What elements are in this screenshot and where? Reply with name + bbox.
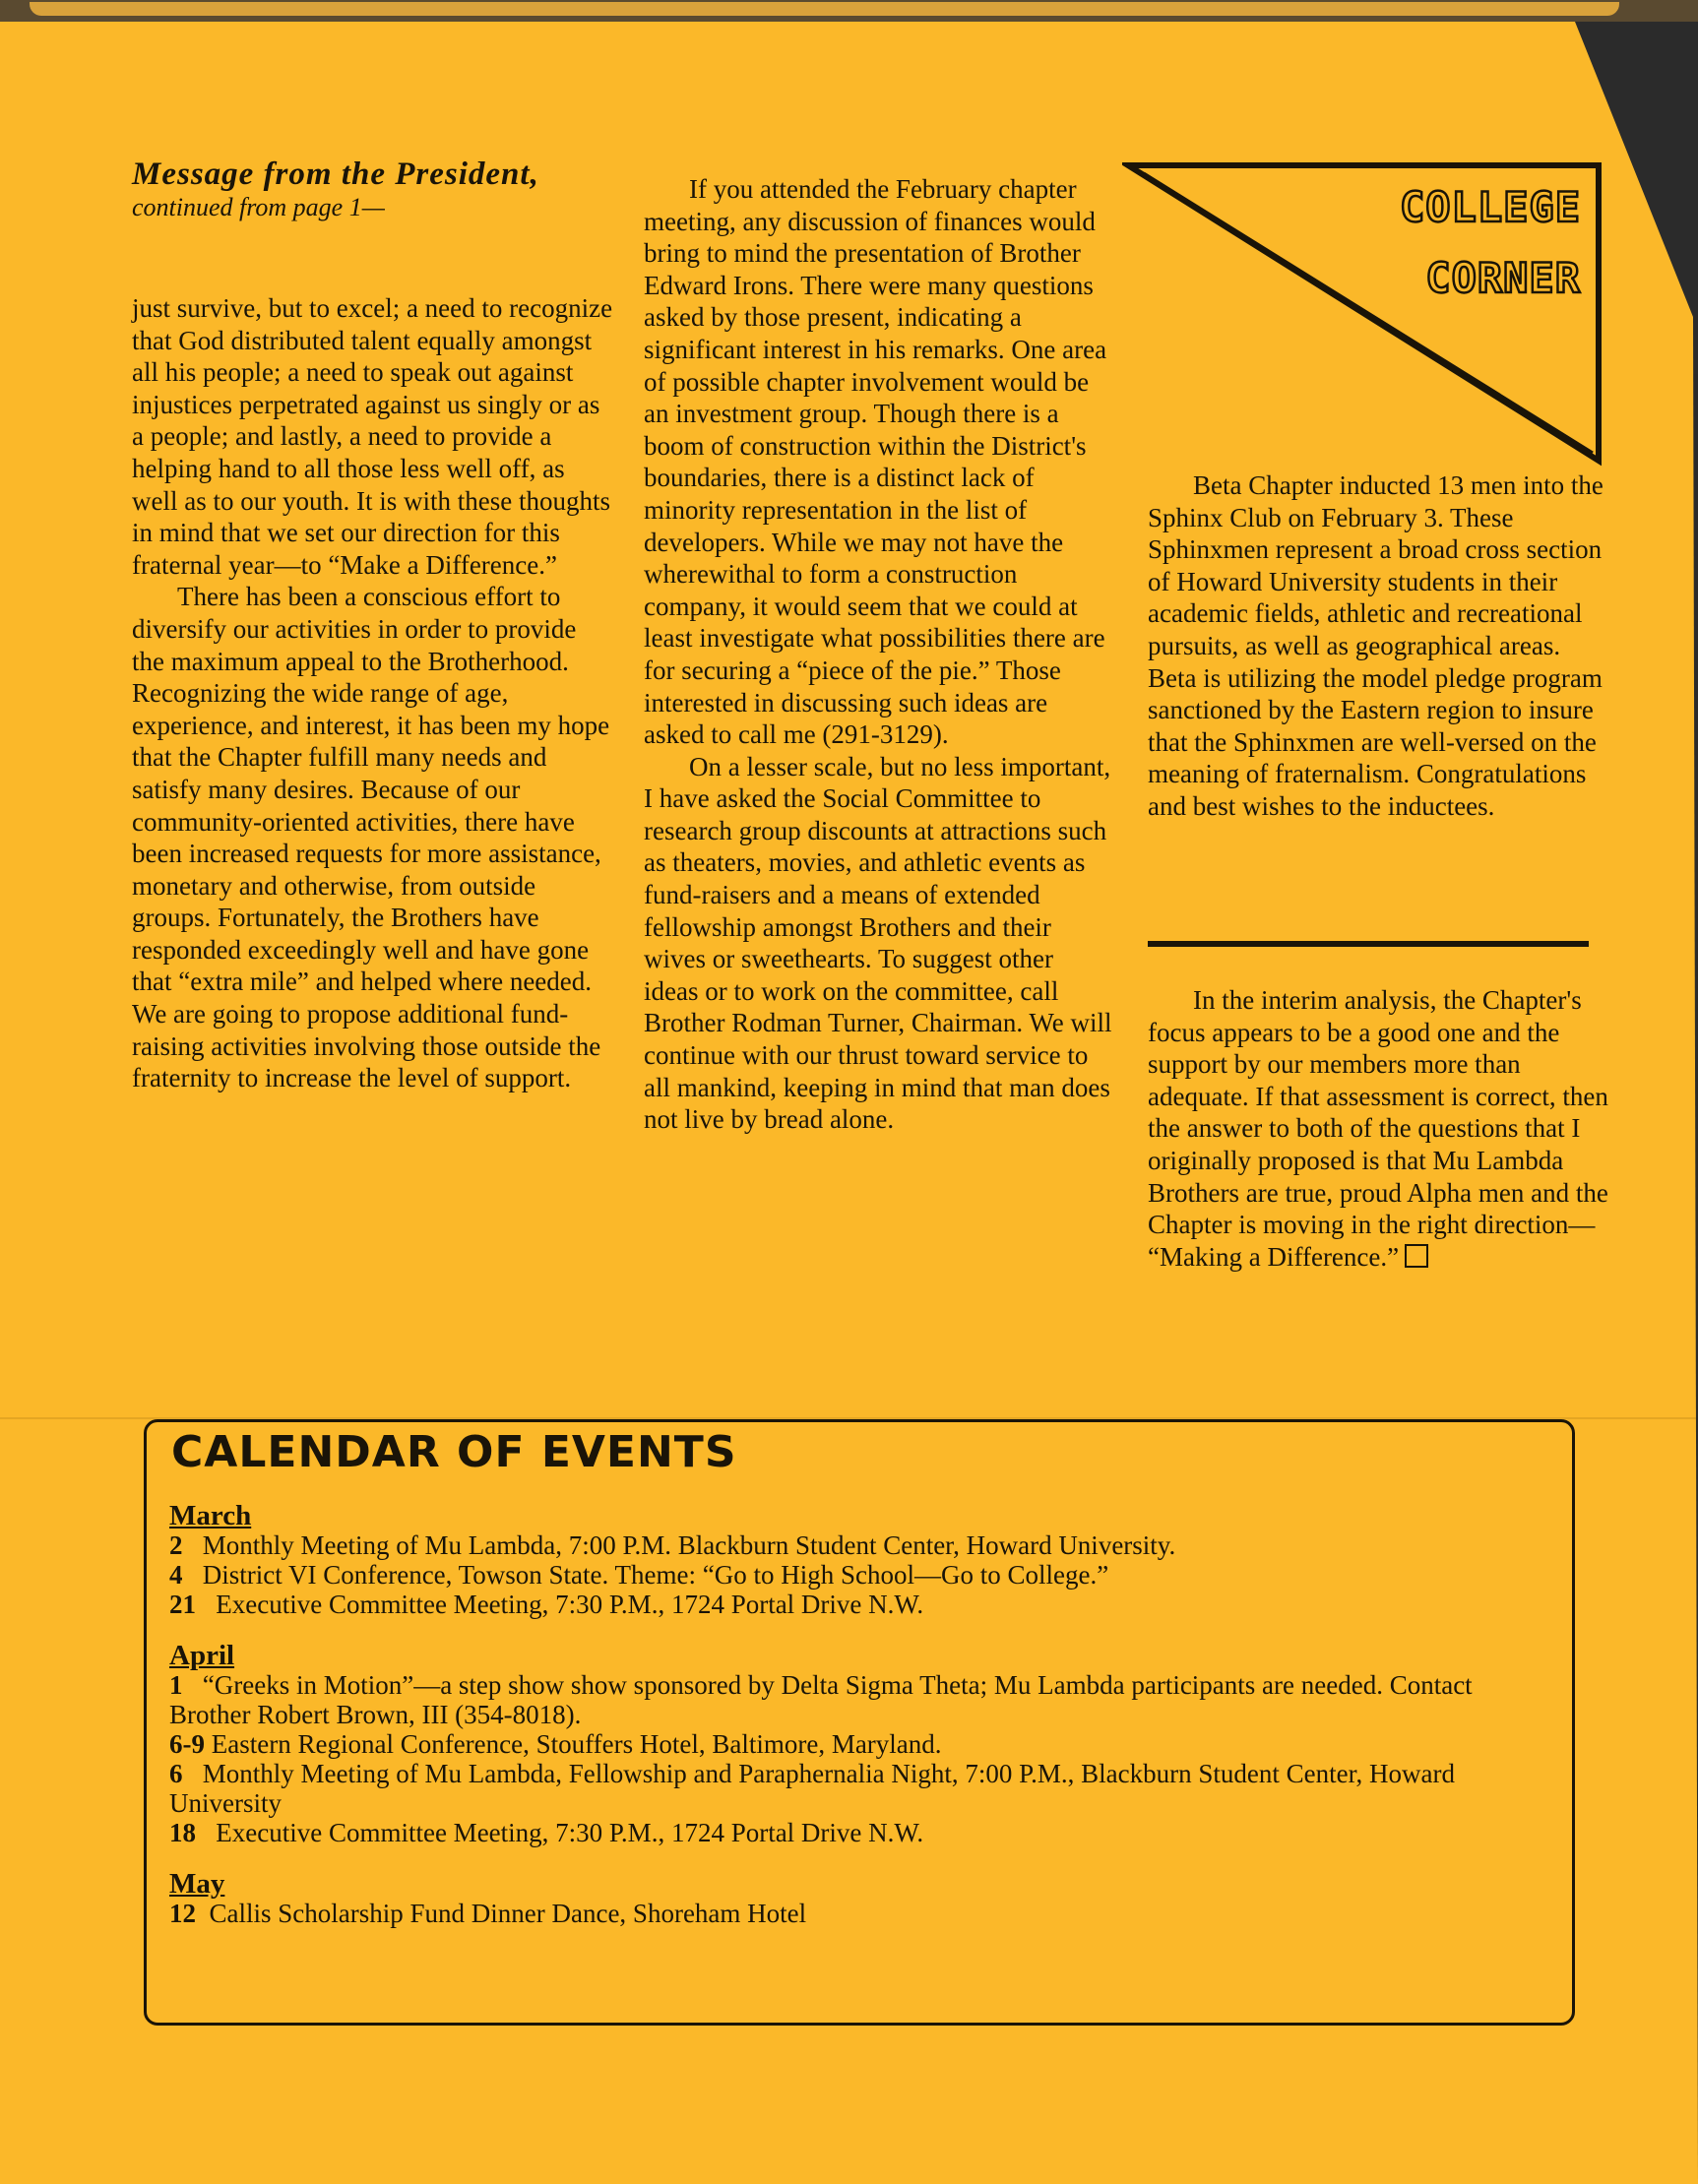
event-text: Eastern Regional Conference, Stouffers Hotel, Baltimore, Maryland.	[211, 1729, 942, 1759]
top-edge	[0, 0, 1698, 22]
event-day: 6-9	[169, 1729, 205, 1759]
event-day: 12	[169, 1899, 196, 1928]
calendar-title: CALENDAR OF EVENTS	[171, 1427, 737, 1477]
paragraph: Beta Chapter inducted 13 men into the Sphinx Club on February 3. These Sphinxmen represent a broad cross section of Howard University students in their academic fields, athletic and recreational pursuits, as well as geographical areas. Beta is utilizing the model pledge program sanctioned by the Eastern region to insure that the Sphinxmen are well-versed on the meaning of fraternalism. Congratulations and best wishes to the inductees.	[1148, 470, 1604, 821]
event-item	[169, 1899, 1557, 1928]
event-day: 1	[169, 1670, 183, 1700]
month-heading-march: March	[169, 1500, 252, 1531]
divider-rule	[1148, 941, 1589, 947]
end-mark-icon	[1405, 1244, 1428, 1268]
calendar-events	[169, 1501, 1557, 1928]
event-item	[169, 1729, 1557, 1759]
banner-text-corner: CORNER	[1425, 254, 1581, 302]
page-fold	[30, 2, 1619, 16]
event-text: “Greeks in Motion”—a step show show sponsored by Delta Sigma Theta; Mu Lambda participants are needed. Contact Brother Robert Brown, III (354-8018).	[169, 1670, 1473, 1729]
event-text: Monthly Meeting of Mu Lambda, 7:00 P.M. Blackburn Student Center, Howard University.	[202, 1530, 1176, 1560]
president-message-column-2	[644, 173, 1112, 1136]
event-day: 21	[169, 1590, 196, 1619]
college-corner-banner	[1122, 159, 1603, 467]
event-text: Callis Scholarship Fund Dinner Dance, Shoreham Hotel	[209, 1899, 807, 1928]
paragraph-text: In the interim analysis, the Chapter's focus appears to be a good one and the support by our members more than adequate. If that assessment is correct, then the answer to both of the questions that I originally proposed is that Mu Lambda Brothers are true, proud Alpha men and the Chapter is moving in the right direction— “Making a Difference.”	[1148, 985, 1608, 1272]
event-day: 2	[169, 1530, 183, 1560]
paragraph: just survive, but to excel; a need to recognize that God distributed talent equally amongst all his people; a need to speak out against injustices perpetrated against us singly or as a people; and lastly, a need to provide a helping hand to all those less well off, as well as to our youth. It is with these thoughts in mind that we set our direction for this fraternal year—to “Make a Difference.”	[132, 293, 613, 580]
article-subtitle: continued from page 1—	[132, 193, 385, 221]
president-message-column	[132, 157, 614, 1094]
paragraph: If you attended the February chapter meeting, any discussion of finances would bring to mind the presentation of Brother Edward Irons. There were many questions asked by those present, indicating a significant interest in his remarks. One area of possible chapter involvement would be an investment group. Though there is a boom of construction within the District's boundaries, there is a distinct lack of minority representation in the list of developers. While we may not have the wherewithal to form a construction company, it would seem that we could at least investigate what possibilities there are for securing a “piece of the pie.” Those interested in discussing such ideas are asked to call me (291-3129).	[644, 174, 1107, 750]
president-message-conclusion	[1148, 984, 1610, 1273]
paragraph: On a lesser scale, but no less important, I have asked the Social Committee to research group discounts at attractions such as theaters, movies, and athletic events as fund-raisers and a means of extended fellowship amongst Brothers and their wives or sweethearts. To suggest other ideas or to work on the committee, call Brother Rodman Turner, Chairman. We will continue with our thrust toward service to all mankind, keeping in mind that man does not live by bread alone.	[644, 751, 1112, 1135]
event-text: Monthly Meeting of Mu Lambda, Fellowship and Paraphernalia Night, 7:00 P.M., Blackburn Student Center, Howard University	[169, 1759, 1455, 1818]
event-item	[169, 1560, 1557, 1590]
event-item	[169, 1590, 1557, 1619]
event-day: 18	[169, 1818, 196, 1847]
event-item	[169, 1530, 1557, 1560]
event-text: Executive Committee Meeting, 7:30 P.M., 1724 Portal Drive N.W.	[216, 1818, 924, 1847]
banner-text-college: COLLEGE	[1399, 183, 1581, 231]
college-corner-column	[1148, 469, 1610, 823]
article-title: Message from the President,	[132, 156, 539, 192]
event-item	[169, 1670, 1557, 1729]
month-heading-may: May	[169, 1868, 225, 1900]
event-day: 6	[169, 1759, 183, 1788]
paragraph	[1148, 984, 1610, 1273]
event-text: Executive Committee Meeting, 7:30 P.M., 1724 Portal Drive N.W.	[216, 1590, 924, 1619]
event-day: 4	[169, 1560, 183, 1590]
paragraph: There has been a conscious effort to diversify our activities in order to provide the maximum appeal to the Brotherhood. Recognizing the wide range of age, experience, and interest, it has been my hope that the Chapter fulfill many needs and satisfy many desires. Because of our community-oriented activities, there have been increased requests for more assistance, monetary and otherwise, from outside groups. Fortunately, the Brothers have responded exceedingly well and have gone that “extra mile” and helped where needed. We are going to propose additional fund-raising activities involving those outside the fraternity to increase the level of support.	[132, 582, 610, 1093]
month-heading-april: April	[169, 1640, 235, 1671]
event-item	[169, 1818, 1557, 1847]
event-text: District VI Conference, Towson State. Theme: “Go to High School—Go to College.”	[202, 1560, 1109, 1590]
event-item	[169, 1759, 1557, 1818]
